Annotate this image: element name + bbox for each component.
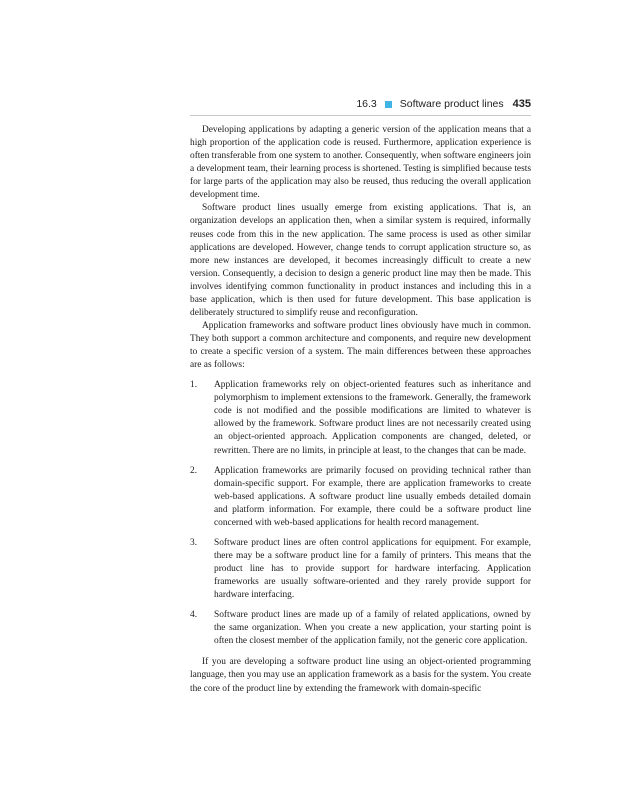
section-title: Software product lines: [399, 98, 504, 110]
page-number: 435: [512, 98, 531, 110]
list-item-number: 4.: [190, 610, 198, 621]
body-paragraph: Software product lines usually emerge from existing applications. That is, an organization develops an application then, when a similar system is required, informally reuses code from this in the new application. The same process is used as other similar applications are developed. However, change tends to corrupt application structure so, as more new instances are developed, it becomes increasingly difficult to create a new version. Consequently, a decision to design a generic product line may then be made. This involves identifying common functionality in product instances and including this in a base application, which is then used for future development. This base application is deliberately structured to simplify reuse and reconfiguration.: [190, 203, 531, 318]
closing-paragraph: If you are developing a software product line using an object-oriented programming language, then you may use an application framework as a basis for the system. You create the core of the product line by extending the framework with domain-specific: [190, 657, 531, 694]
list-item-text: Software product lines are made up of a family of related applications, owned by the same organization. When you create a new application, your starting point is often the closest member of the application family, not the generic core application.: [214, 610, 531, 647]
list-item: [190, 465, 531, 530]
list-item: [190, 609, 531, 648]
running-head: [190, 96, 531, 112]
list-item-number: 2.: [190, 465, 198, 476]
list-item: [190, 379, 531, 457]
header-rule: [190, 115, 531, 116]
list-item-text: Application frameworks rely on object-oriented features such as inheritance and polymorphism to implement extensions to the framework. Generally, the framework code is not modified and the possible modifications are limited to whatever is allowed by the framework. Software product lines are not necessarily created using an object-oriented approach. Application components are changed, deleted, or rewritten. There are no limits, in principle at least, to the changes that can be made.: [214, 380, 531, 456]
square-marker-icon: [385, 101, 392, 108]
list-item-text: Application frameworks are primarily focused on providing technical rather than domain-specific support. For example, there are application frameworks to create web-based applications. A software product line usually embeds detailed domain and platform information. For example, there could be a software product line concerned with web-based applications for health record management.: [214, 465, 531, 528]
body-paragraph: Developing applications by adapting a generic version of the application means that a high proportion of the application code is reused. Furthermore, application experience is often transferable from one system to another. Consequently, when software engineers join a development team, their learning process is shortened. Testing is simplified because tests for large parts of the application may also be reused, thus reducing the overall application development time.: [190, 125, 531, 201]
body-paragraph: Application frameworks and software product lines obviously have much in common. They both support a common architecture and components, and require new development to create a specific version of a system. The main differences between these approaches are as follows:: [190, 320, 531, 371]
list-item-number: 1.: [190, 380, 198, 391]
section-number: 16.3: [356, 98, 377, 110]
page-body: [190, 124, 531, 696]
list-item: [190, 537, 531, 602]
list-item-text: Software product lines are often control applications for equipment. For example, there may be a software product line for a family of printers. This means that the product line has to provide support for hardware interfacing. Application frameworks are usually software-oriented and they rarely provide support for hardware interfacing.: [214, 537, 531, 601]
list-item-number: 3.: [190, 537, 198, 548]
differences-list: [190, 379, 531, 648]
